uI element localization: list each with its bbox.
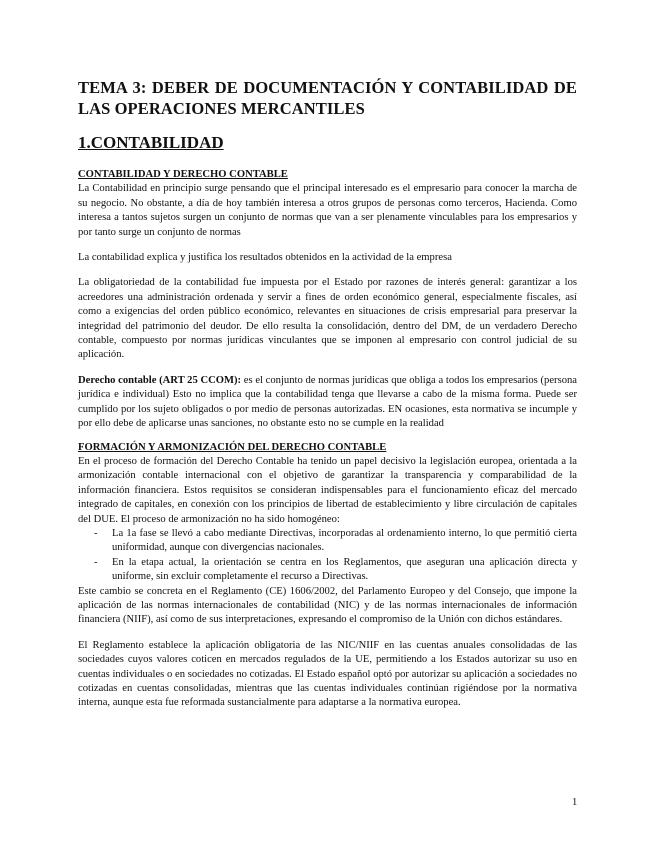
subsection-formacion xyxy=(78,441,577,711)
paragraph: La Contabilidad en principio surge pensando que el principal interesado es el empresario para conocer la marcha de su negocio. No obstante, a día de hoy también interesa a otros grupos de personas como terceros, Hacienda. Como interesa a tantos sujetos surgen un conjunto de normas que van a ser plenamente vinculables para los empresarios y por tanto surge un conjunto de normas xyxy=(78,183,577,238)
bullet-list xyxy=(78,527,577,585)
dash-bullet: - xyxy=(94,556,98,568)
subsection-heading: CONTABILIDAD Y DERECHO CONTABLE xyxy=(78,169,288,180)
paragraph: Este cambio se concreta en el Reglamento (CE) 1606/2002, del Parlamento Europeo y del Consejo, que impone la aplicación de las normas internacionales de contabilidad (NIC) y de las normas internacionales de información financiera (NIIF), así como de sus interpretaciones, expresando el compromiso de la Unión con dichos estándares. xyxy=(78,585,577,626)
page-number: 1 xyxy=(572,797,578,808)
paragraph: La contabilidad explica y justifica los resultados obtenidos en la actividad de la empresa xyxy=(78,252,452,264)
subsection-contabilidad xyxy=(78,168,577,432)
subsection-heading: FORMACIÓN Y ARMONIZACIÓN DEL DERECHO CONTABLE xyxy=(78,441,387,453)
paragraph: El Reglamento establece la aplicación obligatoria de las NIC/NIIF en las cuentas anuales consolidadas de las sociedades cuyos valores coticen en mercados regulados de la UE, permitiendo a los Estados autorizar su uso en cuentas individuales o en sociedades no cotizadas. El Estado español optó por autorizar su aplicación a sociedades no cotizadas en cuentas consolidadas, mientras que las cuentas individuales continúan rigiéndose por la normativa interna, aunque esta fue reformada sustancialmente para adaptarse a la normativa europea. xyxy=(78,639,577,709)
list-item xyxy=(78,556,577,585)
dash-bullet: - xyxy=(94,527,98,539)
paragraph: La obligatoriedad de la contabilidad fue impuesta por el Estado por razones de interés general: garantizar a los acreedores una administración ordenada y servir a fines de orden económico general, especialmente fiscales, así como a exigencias del orden público económico, relevantes en situaciones de crisis empresarial para preservar la integridad del patrimonio del deudor. De ello resulta la consolidación, dentro del DM, de un verdadero Derecho contable, compuesto por normas jurídicas vinculantes que se imponen al empresario con control judicial de su aplicación. xyxy=(78,277,577,361)
section-heading: 1.CONTABILIDAD xyxy=(78,133,224,152)
document-title: TEMA 3: DEBER DE DOCUMENTACIÓN Y CONTABILIDAD DE LAS OPERACIONES MERCANTILES xyxy=(78,78,577,118)
list-item xyxy=(78,527,577,556)
definition-paragraph xyxy=(78,374,577,432)
list-item-text: En la etapa actual, la orientación se centra en los Reglamentos, que aseguran una aplicación directa y uniforme, sin excluir completamente el recurso a Directivas. xyxy=(112,556,577,583)
definition-term: Derecho contable (ART 25 CCOM): xyxy=(78,374,242,386)
paragraph: En el proceso de formación del Derecho Contable ha tenido un papel decisivo la legislación europea, orientada a la armonización contable internacional con el objetivo de garantizar la transparencia y comparabilidad de la información financiera. Estos requisitos se consideran indispensables para el funcionamiento eficaz del mercado integrado de capitales, en conexión con los principios de libertad de establecimiento y libre circulación de capitales del DUE. El proceso de armonización no ha sido homogéneo: xyxy=(78,455,577,525)
list-item-text: La 1a fase se llevó a cabo mediante Directivas, incorporadas al ordenamiento interno, lo que permitió cierta uniformidad, aunque con divergencias nacionales. xyxy=(112,527,577,554)
page-content xyxy=(78,77,577,711)
definition-text: es el conjunto de normas jurídicas que obliga a todos los empresarios (persona jurídica e individual) Esto no implica que la contabilidad tenga que llevarse a cabo de la misma forma. Puede ser cumplido por los sujeto obligados o por medio de personas autorizadas. EN ocasiones, esta normativa se incumple y por ello debe de aplicarse unas sanciones, no obstante esto no se cumple en la realidad xyxy=(78,374,577,430)
